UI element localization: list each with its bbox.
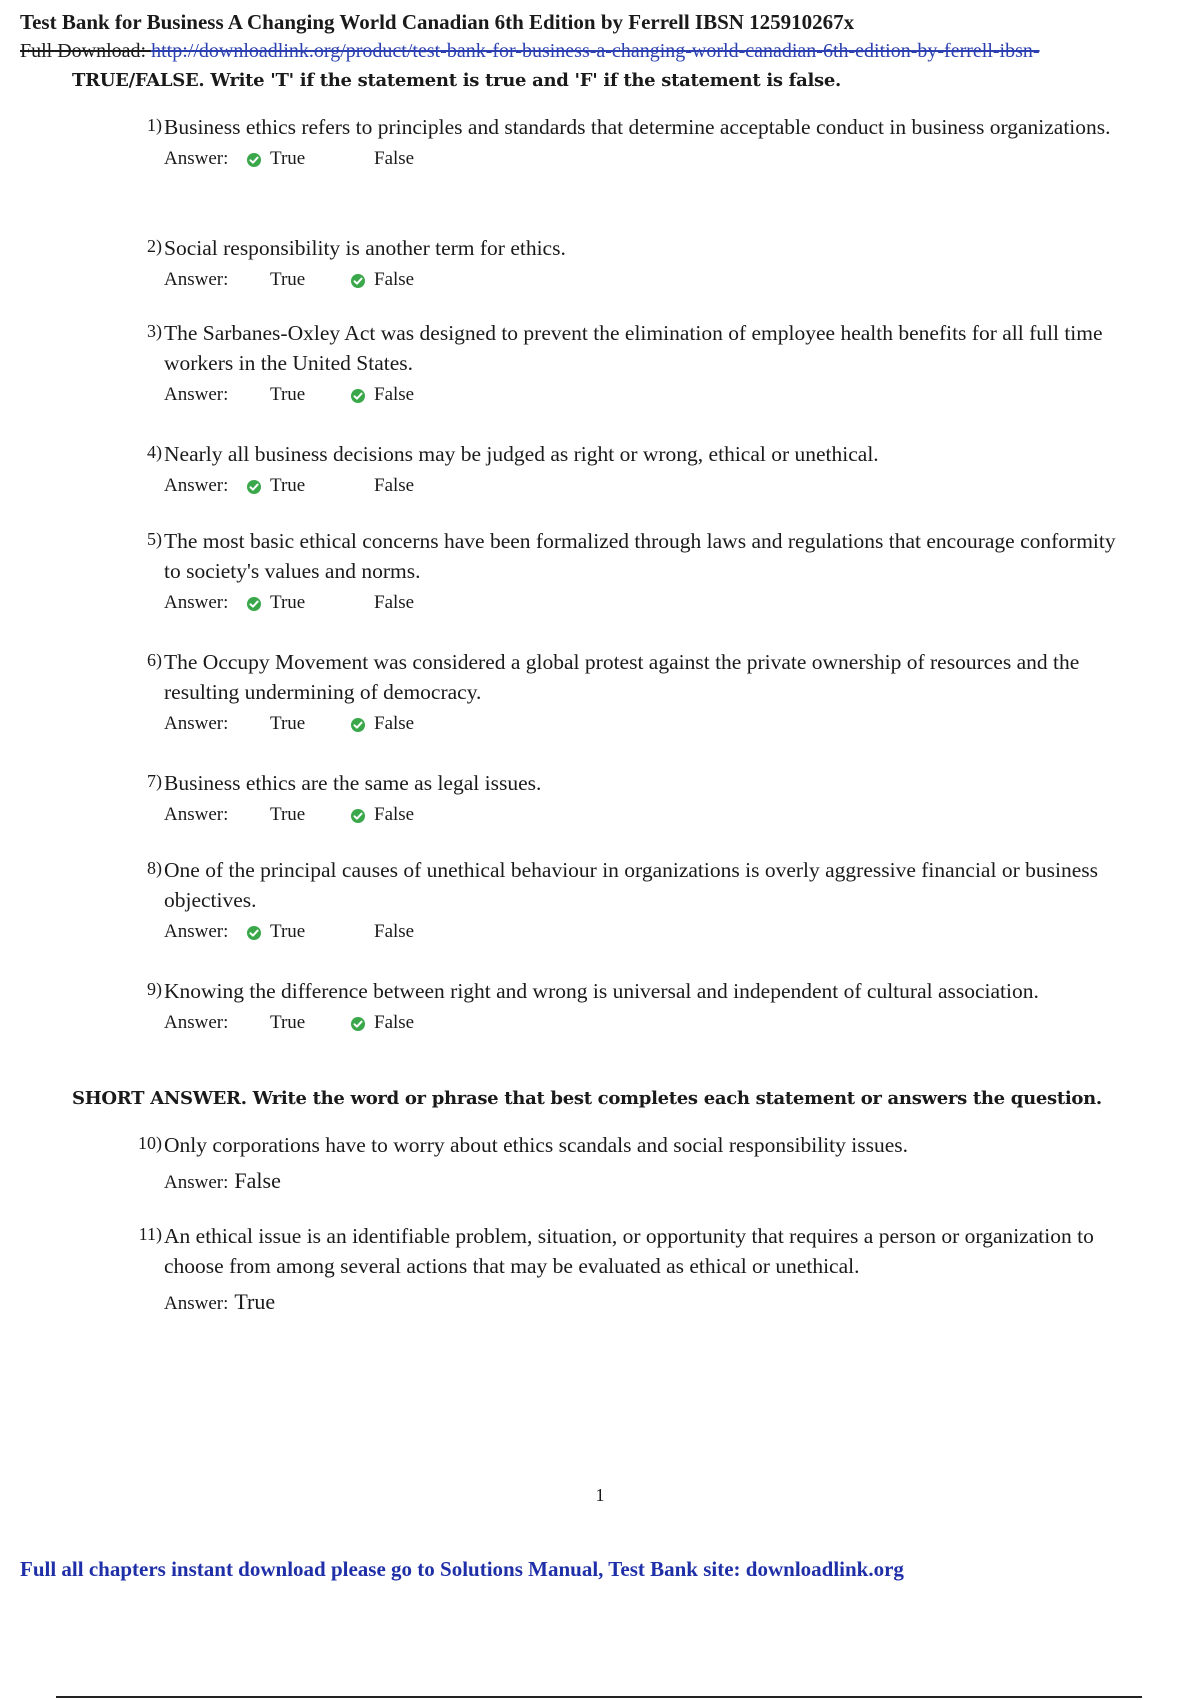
page-number: 1 xyxy=(595,1485,605,1505)
tf-question-5 xyxy=(120,526,1130,618)
tf-question-9 xyxy=(120,976,1130,1038)
answer-row xyxy=(164,475,1130,501)
option-true[interactable]: True xyxy=(270,475,306,496)
sa-question-11 xyxy=(110,1221,1120,1315)
question-text: Social responsibility is another term for ethics. xyxy=(164,236,566,260)
question-text: Only corporations have to worry about ethics scandals and social responsibility issues. xyxy=(164,1133,908,1157)
option-false[interactable]: False xyxy=(374,475,415,496)
document-title: Test Bank for Business A Changing World Canadian 6th Edition by Ferrell IBSN 125910267x xyxy=(20,10,855,34)
question-number: 7) xyxy=(147,771,162,791)
question-number: 11) xyxy=(138,1224,162,1244)
answer-row xyxy=(164,804,1130,830)
option-false[interactable]: False xyxy=(374,804,415,825)
answer-label: Answer: xyxy=(164,1293,229,1314)
check-circle-icon xyxy=(246,479,262,495)
check-circle-icon xyxy=(246,596,262,612)
true-false-heading: TRUE/FALSE. Write 'T' if the statement is true and 'F' if the statement is false. xyxy=(72,70,841,91)
tf-question-7 xyxy=(120,768,1130,830)
tf-question-1 xyxy=(120,112,1130,174)
option-false[interactable]: False xyxy=(374,921,415,942)
option-true[interactable]: True xyxy=(270,269,306,290)
check-circle-icon xyxy=(350,273,366,289)
download-link[interactable]: http://downloadlink.org/product/test-bank-for-business-a-changing-world-canadian-6th-edition-by-ferrell-ibsn- xyxy=(151,40,1040,62)
question-text: One of the principal causes of unethical behaviour in organizations is overly aggressive financial or business objectives. xyxy=(164,858,1098,912)
option-true[interactable]: True xyxy=(270,804,306,825)
answer-label: Answer: xyxy=(164,384,229,405)
option-false[interactable]: False xyxy=(374,384,415,405)
answer-label: Answer: xyxy=(164,1172,229,1193)
question-number: 1) xyxy=(147,115,162,135)
answer-row xyxy=(164,384,1130,410)
answer-label: Answer: xyxy=(164,148,229,169)
short-answer-heading: SHORT ANSWER. Write the word or phrase that best completes each statement or answers the question. xyxy=(72,1088,1102,1109)
option-true[interactable]: True xyxy=(270,592,306,613)
option-true[interactable]: True xyxy=(270,384,306,405)
answer-row xyxy=(164,592,1130,618)
question-number: 5) xyxy=(147,529,162,549)
question-text: Business ethics refers to principles and standards that determine acceptable conduct in business organizations. xyxy=(164,115,1111,139)
question-number: 2) xyxy=(147,236,162,256)
tf-question-3 xyxy=(120,318,1130,410)
tf-question-2 xyxy=(120,233,1130,295)
answer-row xyxy=(164,713,1130,739)
question-text: The Sarbanes-Oxley Act was designed to prevent the elimination of employee health benefits for all full time workers in the United States. xyxy=(164,321,1103,375)
download-label: Full Download: xyxy=(20,40,152,62)
option-true[interactable]: True xyxy=(270,148,306,169)
answer-label: Answer: xyxy=(164,921,229,942)
footer-promo-link[interactable]: Full all chapters instant download please go to Solutions Manual, Test Bank site: downloadlink.org xyxy=(20,1557,904,1581)
question-number: 9) xyxy=(147,979,162,999)
check-circle-icon xyxy=(350,388,366,404)
check-circle-icon xyxy=(246,152,262,168)
tf-question-6 xyxy=(120,647,1130,739)
short-answer-value: True xyxy=(234,1289,276,1314)
option-false[interactable]: False xyxy=(374,592,415,613)
sa-question-10 xyxy=(110,1130,1120,1194)
option-false[interactable]: False xyxy=(374,1012,415,1033)
footer-divider xyxy=(56,1696,1142,1698)
option-true[interactable]: True xyxy=(270,921,306,942)
question-text: Nearly all business decisions may be judged as right or wrong, ethical or unethical. xyxy=(164,442,879,466)
check-circle-icon xyxy=(350,717,366,733)
check-circle-icon xyxy=(350,808,366,824)
option-false[interactable]: False xyxy=(374,148,415,169)
question-text: The most basic ethical concerns have been formalized through laws and regulations that encourage conformity to society's values and norms. xyxy=(164,529,1116,583)
question-text: Business ethics are the same as legal issues. xyxy=(164,771,542,795)
answer-row xyxy=(164,148,1130,174)
answer-row xyxy=(164,1289,1120,1315)
question-number: 4) xyxy=(147,442,162,462)
check-circle-icon xyxy=(246,925,262,941)
question-number: 3) xyxy=(147,321,162,341)
tf-question-4 xyxy=(120,439,1130,501)
answer-label: Answer: xyxy=(164,475,229,496)
answer-label: Answer: xyxy=(164,1012,229,1033)
answer-row xyxy=(164,921,1130,947)
question-text: Knowing the difference between right and wrong is universal and independent of cultural association. xyxy=(164,979,1039,1003)
short-answer-value: False xyxy=(234,1168,281,1193)
option-true[interactable]: True xyxy=(270,713,306,734)
answer-label: Answer: xyxy=(164,713,229,734)
question-text: The Occupy Movement was considered a global protest against the private ownership of resources and the resulting undermining of democracy. xyxy=(164,650,1080,704)
check-circle-icon xyxy=(350,1016,366,1032)
answer-label: Answer: xyxy=(164,592,229,613)
question-number: 8) xyxy=(147,858,162,878)
question-number: 6) xyxy=(147,650,162,670)
answer-row xyxy=(164,1012,1130,1038)
option-false[interactable]: False xyxy=(374,269,415,290)
tf-question-8 xyxy=(120,855,1130,947)
option-true[interactable]: True xyxy=(270,1012,306,1033)
answer-label: Answer: xyxy=(164,269,229,290)
option-false[interactable]: False xyxy=(374,713,415,734)
download-line xyxy=(20,40,1200,63)
question-number: 10) xyxy=(138,1133,162,1153)
answer-row xyxy=(164,269,1130,295)
answer-row xyxy=(164,1168,1120,1194)
answer-label: Answer: xyxy=(164,804,229,825)
question-text: An ethical issue is an identifiable problem, situation, or opportunity that requires a person or organization to choose from among several actions that may be evaluated as ethical or unethical. xyxy=(164,1224,1094,1278)
